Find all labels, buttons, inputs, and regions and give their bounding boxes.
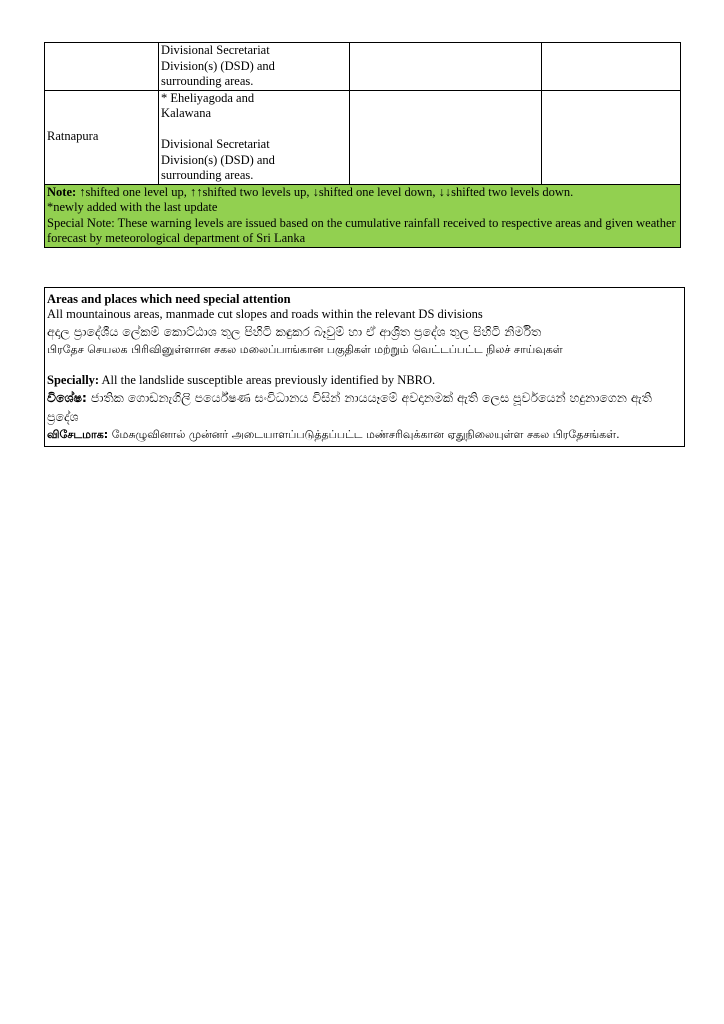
specially-sinhala (47, 388, 682, 426)
areas-line: Division(s) (DSD) and (161, 152, 275, 167)
level-cell (542, 43, 681, 91)
specially-label: Specially: (47, 373, 100, 387)
areas-cell (159, 43, 350, 91)
note-newly: *newly added with the last update (47, 200, 218, 214)
areas-line: Divisional Secretariat (161, 43, 270, 57)
areas-line: Division(s) (DSD) and (161, 58, 275, 73)
specially-text: All the landslide susceptible areas previously identified by NBRO. (99, 373, 436, 387)
note-cell (45, 184, 681, 247)
table-row (45, 90, 681, 184)
note-levels-text: ↑shifted one level up, ↑↑shifted two levels up, ↓shifted one level down, ↓↓shifted two levels down. (76, 184, 574, 199)
special-note: Special Note: These warning levels are issued based on the cumulative rainfall received to respective areas and given weather forecast by meteorological department of Sri Lanka (47, 215, 676, 245)
specially-sinhala-label: විශේෂ: (47, 390, 87, 405)
attention-english: All mountainous areas, manmade cut slopes and roads within the relevant DS divisions (47, 307, 483, 321)
note-label: Note: (47, 184, 77, 199)
specially-tamil (47, 426, 682, 444)
areas-line: surrounding areas. (161, 168, 254, 182)
special-attention-box (44, 287, 685, 447)
district-cell: Ratnapura (45, 90, 159, 184)
note-levels (47, 185, 678, 201)
attention-tamil: பிரதேச செயலக பிரிவினுள்ளான சகல மலைப்பாங்கான பகுதிகள் மற்றும் வெட்டப்பட்ட நிலச் சாய்வுகள் (47, 343, 563, 356)
areas-line: Kalawana (161, 106, 212, 120)
warning-table (44, 42, 681, 248)
areas-cell (159, 90, 350, 184)
specially-sinhala-text: ජාතික ගොඩනැගිලි පර්යේෂණ සංවිධානය විසින් නායයෑමේ අවදානමක් ඇති ලෙස පූර්වයෙන් හදුනාගෙන ඇති ප්‍රදේශ (47, 390, 652, 424)
attention-sinhala: අදාල ප්‍රාදේශීය ලේකම් කොට්ඨාශ තුල පිහිටි කඳුකර බෑවුම් හා ඒ ආශ්‍රිත ප්‍රදේශ තුල පිහිටි නිර්මිත (47, 324, 542, 339)
areas-line: Divisional Secretariat (161, 137, 270, 151)
attention-heading: Areas and places which need special attention (47, 292, 291, 306)
note-row (45, 184, 681, 247)
level-cell (350, 90, 542, 184)
table-row (45, 43, 681, 91)
level-cell (542, 90, 681, 184)
specially-tamil-label: விசேடமாக: (47, 428, 109, 441)
district-cell (45, 43, 159, 91)
level-cell (350, 43, 542, 91)
areas-line: * Eheliyagoda and (161, 90, 255, 105)
specially-english (47, 373, 682, 388)
specially-tamil-text: மேசுழுவினால் முன்னர் அடையாளப்படுத்தப்பட்ட மண்சரிவுக்கான ஏதுநிலையுள்ள சகல பிரதேசங்கள். (108, 428, 620, 441)
areas-line: surrounding areas. (161, 74, 254, 88)
